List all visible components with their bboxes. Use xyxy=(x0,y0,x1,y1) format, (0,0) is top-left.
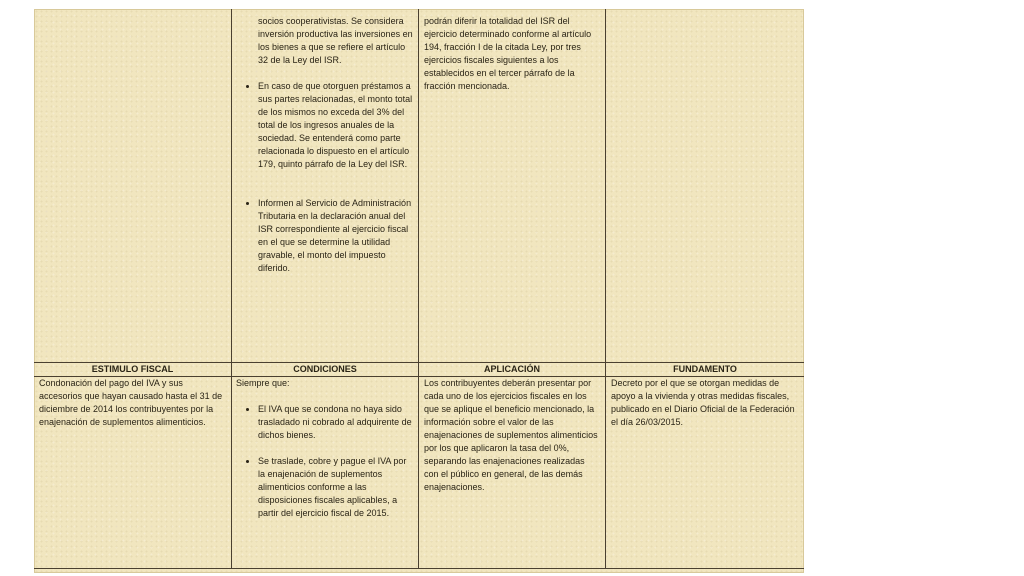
application-text: podrán diferir la totalidad del ISR del ejercicio determinado conforme al artículo 194, fracción I de la citada Ley, por tres ejercicios fiscales siguientes a los establecidos en el tercer párrafo de la fracción mencionada. xyxy=(424,16,592,91)
document-slide xyxy=(34,9,804,573)
header-estimulo-fiscal: ESTIMULO FISCAL xyxy=(91,364,174,374)
column-divider xyxy=(605,9,606,569)
estimulo-text: Condonación del pago del IVA y sus accesorios que hayan causado hasta el 31 de diciembre de 2014 los contribuyentes por la enajenación de suplementos alimenticios. xyxy=(39,378,223,427)
column-divider xyxy=(418,9,419,569)
top-condiciones-cell xyxy=(236,15,414,361)
condition-bullet: • En caso de que otorguen préstamos a sus partes relacionadas, el monto total de los mismos no exceda del 3% del total de los ingresos anuales de la sociedad. Se entenderá como parte relacionada lo dispuesto en el artículo 179, quinto párrafo de la Ley del ISR. xyxy=(258,80,414,171)
aplicacion-text: Los contribuyentes deberán presentar por cada uno de los ejercicios fiscales en los que se aplique el beneficio mencionado, la información sobre el valor de las enajenaciones de suplementos alimenticios por los que aplicaron la tasa del 0%, separando las enajenaciones realizadas con el público en general, de las demás enajenaciones. xyxy=(424,378,598,492)
condition-bullet: • Informen al Servicio de Administración Tributaria en la declaración anual del ISR correspondiente al ejercicio fiscal en el que se determine la utilidad gravable, el monto del impuesto diferido. xyxy=(258,197,414,275)
condiciones-intro: Siempre que: xyxy=(236,378,290,388)
fundamento-cell xyxy=(611,377,799,567)
estimulo-cell xyxy=(39,377,227,567)
header-fundamento: FUNDAMENTO xyxy=(673,364,737,374)
condition-bullet: • El IVA que se condona no haya sido trasladado ni cobrado al adquirente de dichos bienes. xyxy=(258,403,414,442)
header-condiciones: CONDICIONES xyxy=(293,364,357,374)
header-aplicacion: APLICACIÓN xyxy=(484,364,540,374)
row-divider xyxy=(34,568,804,569)
aplicacion-cell xyxy=(424,377,601,567)
condition-text: socios cooperativistas. Se considera inversión productiva las inversiones en los bienes a que se refiere el artículo 32 de la Ley del ISR. xyxy=(258,16,413,65)
condition-bullet: • Se traslade, cobre y pague el IVA por la enajenación de suplementos alimenticios conforme a las disposiciones fiscales aplicables, a partir del ejercicio fiscal de 2015. xyxy=(258,455,414,520)
condiciones-cell xyxy=(236,377,414,567)
fundamento-text: Decreto por el que se otorgan medidas de apoyo a la vivienda y otras medidas fiscales, publicado en el Diario Oficial de la Federación el día 26/03/2015. xyxy=(611,378,795,427)
column-divider xyxy=(231,9,232,569)
top-aplicacion-cell xyxy=(424,15,600,361)
